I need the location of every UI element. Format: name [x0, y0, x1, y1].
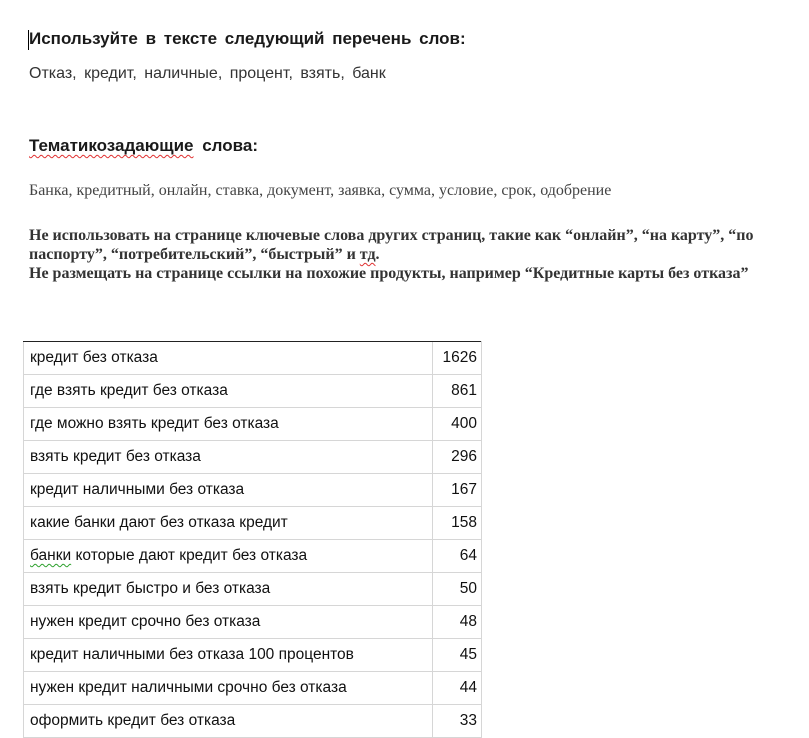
table-row[interactable]	[24, 606, 482, 639]
count-cell[interactable]: 33	[433, 705, 482, 738]
rules-block[interactable]	[29, 226, 804, 283]
thematic-heading-rest: слова:	[193, 136, 258, 155]
keyword-cell[interactable]: где взять кредит без отказа	[24, 375, 433, 408]
count-cell[interactable]: 861	[433, 375, 482, 408]
keyword-cell[interactable]	[24, 540, 433, 573]
table-row[interactable]	[24, 507, 482, 540]
count-cell[interactable]: 167	[433, 474, 482, 507]
keyword-cell[interactable]: кредит без отказа	[24, 342, 433, 375]
keyword-cell[interactable]: нужен кредит наличными срочно без отказа	[24, 672, 433, 705]
table-row[interactable]	[24, 540, 482, 573]
keyword-cell[interactable]: взять кредит быстро и без отказа	[24, 573, 433, 606]
spellcheck-word-td[interactable]: тд	[359, 246, 376, 263]
keyword-cell[interactable]: какие банки дают без отказа кредит	[24, 507, 433, 540]
grammar-flag-word[interactable]: банки	[30, 547, 72, 564]
table-row[interactable]	[24, 342, 482, 375]
count-cell[interactable]: 158	[433, 507, 482, 540]
table-row[interactable]	[24, 672, 482, 705]
table-row[interactable]	[24, 573, 482, 606]
rule-keywords-text: Не использовать на странице ключевые слова других страниц, такие как “онлайн”, “на карту”, “по паспорту”, “потребительский”, “быстрый” и	[29, 227, 754, 263]
table-row[interactable]	[24, 408, 482, 441]
keyword-rest: которые дают кредит без отказа	[71, 547, 308, 564]
rule-keywords	[29, 226, 804, 264]
spellcheck-word[interactable]: Тематикозадающие	[29, 136, 194, 155]
instructions-words[interactable]: Отказ, кредит, наличные, процент, взять, банк	[29, 65, 386, 82]
instructions-heading[interactable]: Используйте в тексте следующий перечень слов:	[29, 29, 466, 48]
thematic-heading[interactable]	[29, 136, 258, 156]
count-cell[interactable]: 48	[433, 606, 482, 639]
count-cell[interactable]: 296	[433, 441, 482, 474]
rule-keywords-end: .	[375, 246, 380, 263]
table-row[interactable]	[24, 639, 482, 672]
keyword-cell[interactable]: нужен кредит срочно без отказа	[24, 606, 433, 639]
rule-links: Не размещать на странице ссылки на похожие продукты, например “Кредитные карты без отказа”	[29, 265, 749, 282]
table-row[interactable]	[24, 705, 482, 738]
table-row[interactable]	[24, 375, 482, 408]
table-row[interactable]	[24, 474, 482, 507]
table-row[interactable]	[24, 441, 482, 474]
count-cell[interactable]: 400	[433, 408, 482, 441]
count-cell[interactable]: 45	[433, 639, 482, 672]
count-cell[interactable]: 1626	[433, 342, 482, 375]
count-cell[interactable]: 44	[433, 672, 482, 705]
keyword-cell[interactable]: кредит наличными без отказа	[24, 474, 433, 507]
keyword-cell[interactable]: оформить кредит без отказа	[24, 705, 433, 738]
count-cell[interactable]: 50	[433, 573, 482, 606]
keyword-cell[interactable]: кредит наличными без отказа 100 процентов	[24, 639, 433, 672]
keywords-table[interactable]	[23, 341, 482, 738]
count-cell[interactable]: 64	[433, 540, 482, 573]
keyword-cell[interactable]: взять кредит без отказа	[24, 441, 433, 474]
thematic-words[interactable]: Банка, кредитный, онлайн, ставка, документ, заявка, сумма, условие, срок, одобрение	[29, 182, 612, 199]
keyword-cell[interactable]: где можно взять кредит без отказа	[24, 408, 433, 441]
